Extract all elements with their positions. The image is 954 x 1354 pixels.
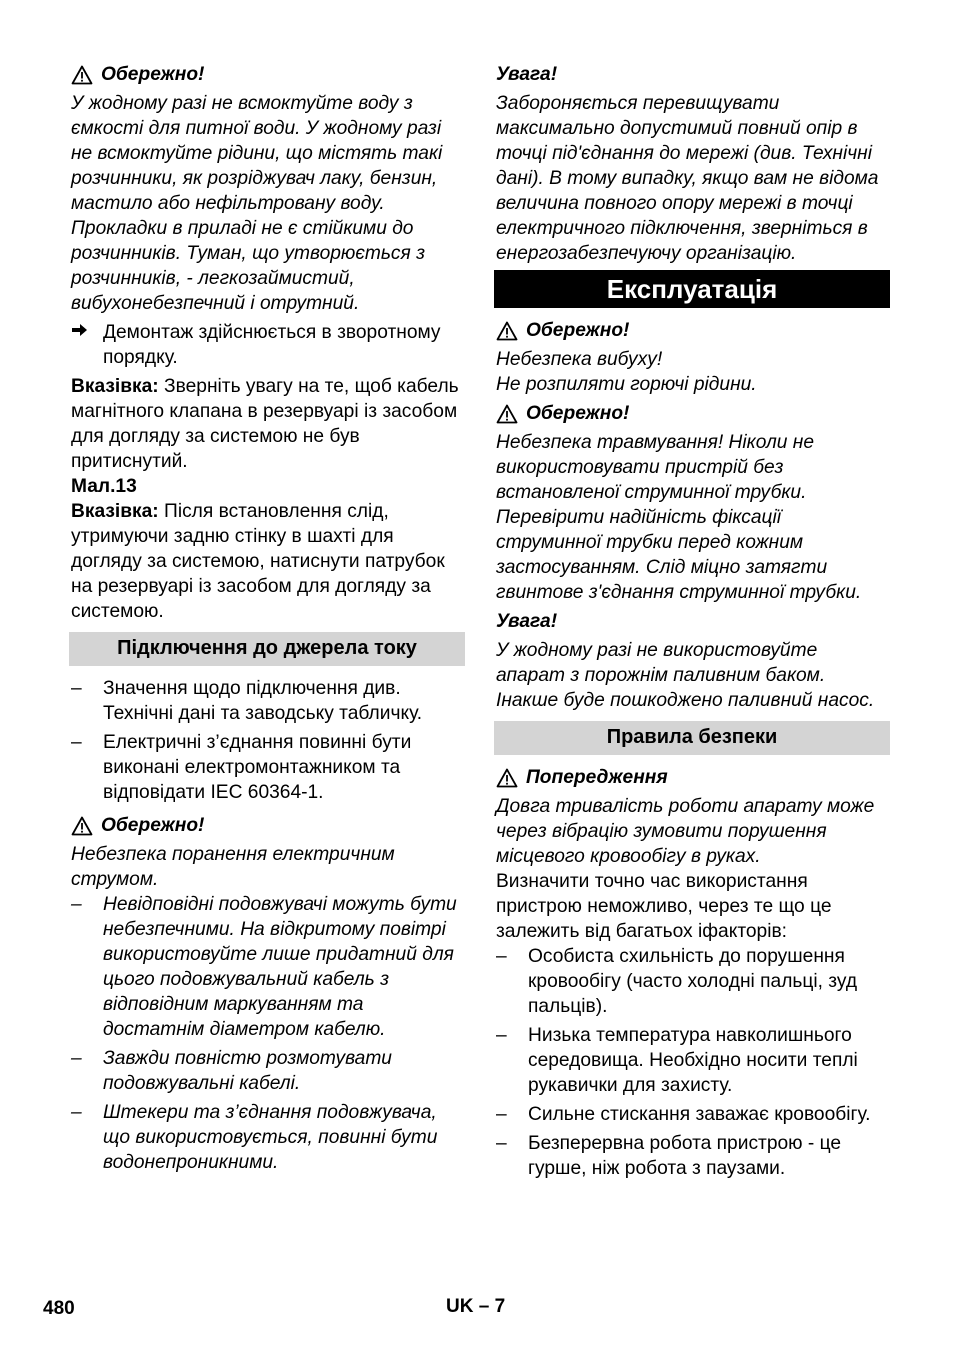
list-item: – Сильне стискання заважає кровообігу.	[496, 1102, 888, 1127]
warning-heading-text: Обережно!	[526, 403, 630, 424]
warning-heading	[496, 765, 888, 790]
warning-heading	[496, 318, 888, 343]
attention-text: Забороняється перевищувати максимально допустимий повний опір в точці під'єднання до мережі (див. Технічні дані). В тому випадку, якщо вам не відома величина повного опору мережі в точці електричного підключення, зверніться в енергозабезпечуючу організацію.	[496, 93, 879, 264]
list-item-text: Невідповідні подовжувачі можуть бути небезпечними. На відкритому повітрі використовуйте лише придатний для цього подовжувальний кабель з відповідним маркуванням та достатнім діаметром кабелю.	[103, 894, 457, 1040]
attention-text: У жодному разі не використовуйте апарат з порожнім паливним баком. Інакше буде пошкоджено паливний насос.	[496, 640, 875, 711]
list-item-text: Низька температура навколишнього середовища. Необхідно носити теплі рукавички для захисту.	[528, 1025, 858, 1096]
section-heading: Правила безпеки	[494, 721, 890, 755]
list-item: – Значення щодо підключення див. Технічні дані та заводську табличку.	[71, 676, 463, 726]
list-item-text: Завжди повністю розмотувати подовжувальні кабелі.	[103, 1048, 392, 1094]
list-item: – Невідповідні подовжувачі можуть бути небезпечними. На відкритому повітрі використовуйте лише придатний для цього подовжувальний кабель з відповідним маркуванням та достатнім діаметром кабелю.	[71, 892, 463, 1042]
warning-text: Небезпека травмування! Ніколи не використовувати пристрій без встановленої струминної трубки. Перевірити надійність фіксації струминної трубки перед кожним застосуванням. Слід міцно затягти гвинтове з'єднання струминної трубки.	[496, 432, 862, 603]
attention-heading: Увага!	[496, 64, 558, 85]
list-item-text: Особиста схильність до порушення кровообігу (часто холодні пальці, зуд пальців).	[528, 946, 858, 1017]
list-item-text: Електричні з’єднання повинні бути виконані електромонтажником та відповідати IEC 60364-1.	[103, 732, 412, 803]
note-paragraph	[71, 374, 463, 474]
list-item: – Безперервна робота пристрою - це гурше, ніж робота з паузами.	[496, 1131, 888, 1181]
note-label: Вказівка:	[71, 501, 159, 522]
warning-heading-text: Обережно!	[526, 320, 630, 341]
instruction-text: Демонтаж здійснюється в зворотному порядку.	[103, 322, 441, 368]
list-item-text: Безперервна робота пристрою - це гурше, ніж робота з паузами.	[528, 1133, 842, 1179]
warning-text: Довга тривалість роботи апарату може через вібрацію зумовити порушення місцевого кровообігу в руках.	[496, 796, 875, 867]
page-number: 480	[43, 1298, 75, 1319]
list-item: – Особиста схильність до порушення кровообігу (часто холодні пальці, зуд пальців).	[496, 944, 888, 1019]
main-section-heading: Експлуатація	[494, 270, 890, 308]
warning-heading	[496, 401, 888, 426]
list-item-text: Штекери та з’єднання подовжувача, що використовується, повинні бути водонепроникними.	[103, 1102, 438, 1173]
warning-triangle-icon	[496, 321, 518, 341]
list-item: – Електричні з’єднання повинні бути виконані електромонтажником та відповідати IEC 60364-1.	[71, 730, 463, 805]
arrow-right-icon	[71, 320, 103, 370]
warning-text: У жодному разі не всмоктуйте воду з ємкості для питної води. У жодному разі не всмоктуйте рідини, що містять такі розчинники, як розріджувач лаку, бензин, мастило або нефільтровану воду. Прокладки в приладі не є стійкими до розчинників. Туман, що утворюється з розчинників, - легкозаймистий, вибухонебезпечний і отрутний.	[71, 93, 443, 314]
list-item: – Штекери та з’єднання подовжувача, що використовується, повинні бути водонепроникними.	[71, 1100, 463, 1175]
section-heading: Підключення до джерела току	[69, 632, 465, 666]
warning-text: Небезпека вибуху!	[496, 349, 663, 370]
list-item: – Завжди повністю розмотувати подовжувальні кабелі.	[71, 1046, 463, 1096]
warning-heading	[71, 813, 463, 838]
warning-heading	[71, 62, 463, 87]
note-text: Після встановлення слід, утримуючи задню стінку в шахті для догляду за системою, натиснути патрубок на резервуарі із засобом для догляду за системою.	[71, 501, 445, 622]
warning-heading-text: Обережно!	[101, 815, 205, 836]
note-label: Вказівка:	[71, 376, 159, 397]
note-paragraph	[71, 499, 463, 624]
note-text: Зверніть увагу на те, щоб кабель магнітного клапана в резервуарі із засобом для догляду за системою не був притиснутий.	[71, 376, 459, 472]
warning-triangle-icon	[496, 768, 518, 788]
instruction-step	[71, 320, 463, 370]
warning-triangle-icon	[71, 816, 93, 836]
list-item: – Низька температура навколишнього середовища. Необхідно носити теплі рукавички для захисту.	[496, 1023, 888, 1098]
body-text: Визначити точно час використання пристрою неможливо, через те що це залежить від багатьох іфакторів:	[496, 871, 832, 942]
figure-label: Мал.13	[71, 476, 137, 497]
warning-triangle-icon	[496, 404, 518, 424]
right-column	[496, 62, 888, 1181]
left-column	[71, 62, 463, 1175]
warning-heading-text: Обережно!	[101, 64, 205, 85]
attention-heading: Увага!	[496, 611, 558, 632]
warning-text: Не розпиляти горючі рідини.	[496, 374, 757, 395]
list-item-text: Сильне стискання заважає кровообігу.	[528, 1104, 871, 1125]
list-item-text: Значення щодо підключення див. Технічні дані та заводську табличку.	[103, 678, 423, 724]
page-label: UK – 7	[446, 1296, 506, 1317]
warning-triangle-icon	[71, 65, 93, 85]
warning-text: Небезпека поранення електричним струмом.	[71, 844, 395, 890]
warning-heading-text: Попередження	[526, 767, 668, 788]
